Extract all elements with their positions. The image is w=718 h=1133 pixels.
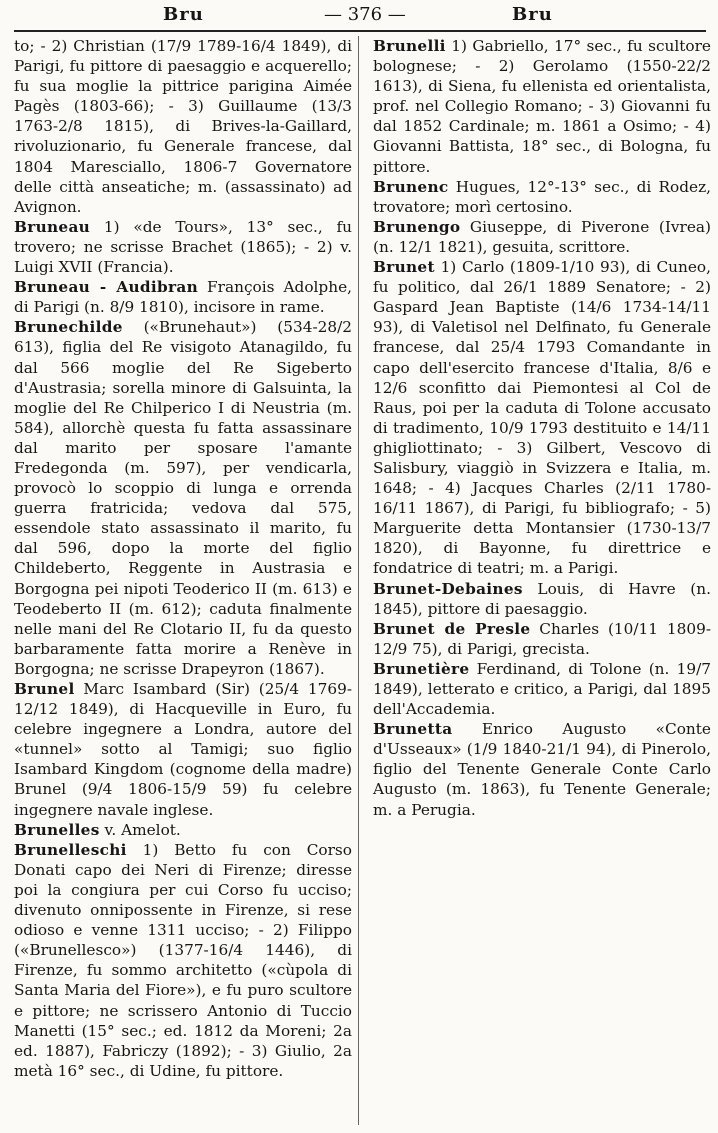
header-right-word: Bru (512, 4, 553, 25)
entry: Brunetière Ferdinand, di Tolone (n. 19/7 1849), letterato e critico, a Parigi, dal 1895 dell'Accademia. (373, 659, 711, 719)
entry: Brunelli 1) Gabriello, 17° sec., fu scultore bolognese; - 2) Gerolamo (1550-22/2 1613), di Siena, fu ellenista ed orientalista, prof. nel Collegio Romano; - 3) Giovanni fu dal 1852 Cardinale; m. 1861 a Osimo; - 4) Giovanni Battista, 18° sec., di Bologna, fu pittore. (373, 37, 711, 176)
entry: to; - 2) Christian (17/9 1789-16/4 1849), di Parigi, fu pittore di paesaggio e acquerello; fu sua moglie la pittrice parigina Aimée Pagès (1803-66); - 3) Guillaume (13/3 1763-2/8 1815), di Brives-la-Gaillard, rivoluzionario, fu Generale francese, dal 1804 Maresciallo, 1806-7 Governatore delle città anseatiche; m. (assassinato) ad Avignon. (14, 37, 352, 216)
entry: Bruneau - Audibran François Adolphe, di Parigi (n. 8/9 1810), incisore in rame. (14, 278, 352, 317)
entry: Brunechilde («Brunehaut») (534-28/2 613), figlia del Re visigoto Atanagildo, fu dal 566 moglie del Re Sigeberto d'Austrasia; sorella minore di Galsuinta, la moglie del Re Chilperico I di Neustria (m. 584), allorchè questa fu fatta assassinare dal marito per sposare l'amante Fredegonda (m. 597), per vendicarla, provocò lo scoppio di lunga e orrenda guerra fratricida; vedova dal 575, essendole stato assassinato il marito, fu dal 596, dopo la morte del figlio Childeberto, Reggente in Austrasia e Borgogna pei nipoti Teoderico II (m. 613) e Teodeberto II (m. 612); caduta finalmente nelle mani del Re Clotario II, fu da questo barbaramente fatta morire a Renève in Borgogna; ne scrisse Drapeyron (1867). (14, 318, 352, 678)
entry: Brunet 1) Carlo (1809-1/10 93), di Cuneo, fu politico, dal 26/1 1889 Senatore; - 2) Gaspard Jean Baptiste (14/6 1734-14/11 93), di Valetisol nel Delfinato, fu Generale francese, dal 25/4 1793 Comandante in capo dell'esercito francese d'Italia, 8/6 e 12/6 sconfitto dai Piemontesi al Col de Raus, poi per la caduta di Tolone accusato di tradimento, 10/9 1793 destituito e 14/11 ghigliottinato; - 3) Gilbert, Vescovo di Salisbury, viaggiò in Svizzera e Italia, m. 1648; - 4) Jacques Charles (2/11 1780-16/11 1867), di Parigi, fu bibliografo; - 5) Marguerite detta Montansier (1730-13/7 1820), di Bayonne, fu direttrice e fondatrice di teatri; m. a Parigi. (373, 258, 711, 578)
entry: Brunelleschi 1) Betto fu con Corso Donati capo dei Neri di Firenze; diresse poi la congiura per cui Corso fu ucciso; divenuto onnipossente in Firenze, si rese odioso e venne 1311 ucciso; - 2) Filippo («Brunellesco») (1377-16/4 1446), di Firenze, fu sommo architetto («cùpola di Santa Maria del Fiore»), e fu puro scultore e pittore; ne scrissero Antonio di Tuccio Manetti (15° sec.; ed. 1812 da Moreni; 2a ed. 1887), Fabriczy (1892); - 3) Giulio, 2a metà 16° sec., di Udine, fu pittore. (14, 840, 352, 1080)
entry: Bruneau 1) «de Tours», 13° sec., fu trovero; ne scrisse Brachet (1865); - 2) v. Luigi XVII (Francia). (14, 217, 353, 277)
entry: Brunenc Hugues, 12°-13° sec., di Rodez, trovatore; morì certosino. (373, 177, 711, 216)
running-header (0, 2, 718, 30)
entry: Brunet de Presle Charles (10/11 1809-12/9 75), di Parigi, grecista. (373, 619, 711, 658)
column-divider (358, 36, 359, 1125)
header-rule (14, 30, 706, 32)
header-left-word: Bru (163, 4, 204, 25)
page-number: — 376 — (324, 4, 406, 25)
entry: Brunelles v. Amelot. (14, 820, 181, 839)
left-column (14, 36, 352, 1081)
entry: Brunetta Enrico Augusto «Conte d'Usseaux» (1/9 1840-21/1 94), di Pinerolo, figlio del Tenente Generale Conte Carlo Augusto (m. 1863), fu Tenente Generale; m. a Perugia. (373, 720, 711, 819)
entry: Brunel Marc Isambard (Sir) (25/4 1769-12/12 1849), di Hacqueville in Euro, fu celebre ingegnere a Londra, autore del «tunnel» sotto al Tamigi; suo figlio Isambard Kingdom (cognome della madre) Brunel (9/4 1806-15/9 59) fu celebre ingegnere navale inglese. (14, 680, 352, 819)
entry: Brunet-Debaines Louis, di Havre (n. 1845), pittore di paesaggio. (373, 579, 711, 618)
right-column (373, 36, 711, 820)
entry: Brunengo Giuseppe, di Piverone (Ivrea) (n. 12/1 1821), gesuita, scrittore. (373, 217, 711, 256)
